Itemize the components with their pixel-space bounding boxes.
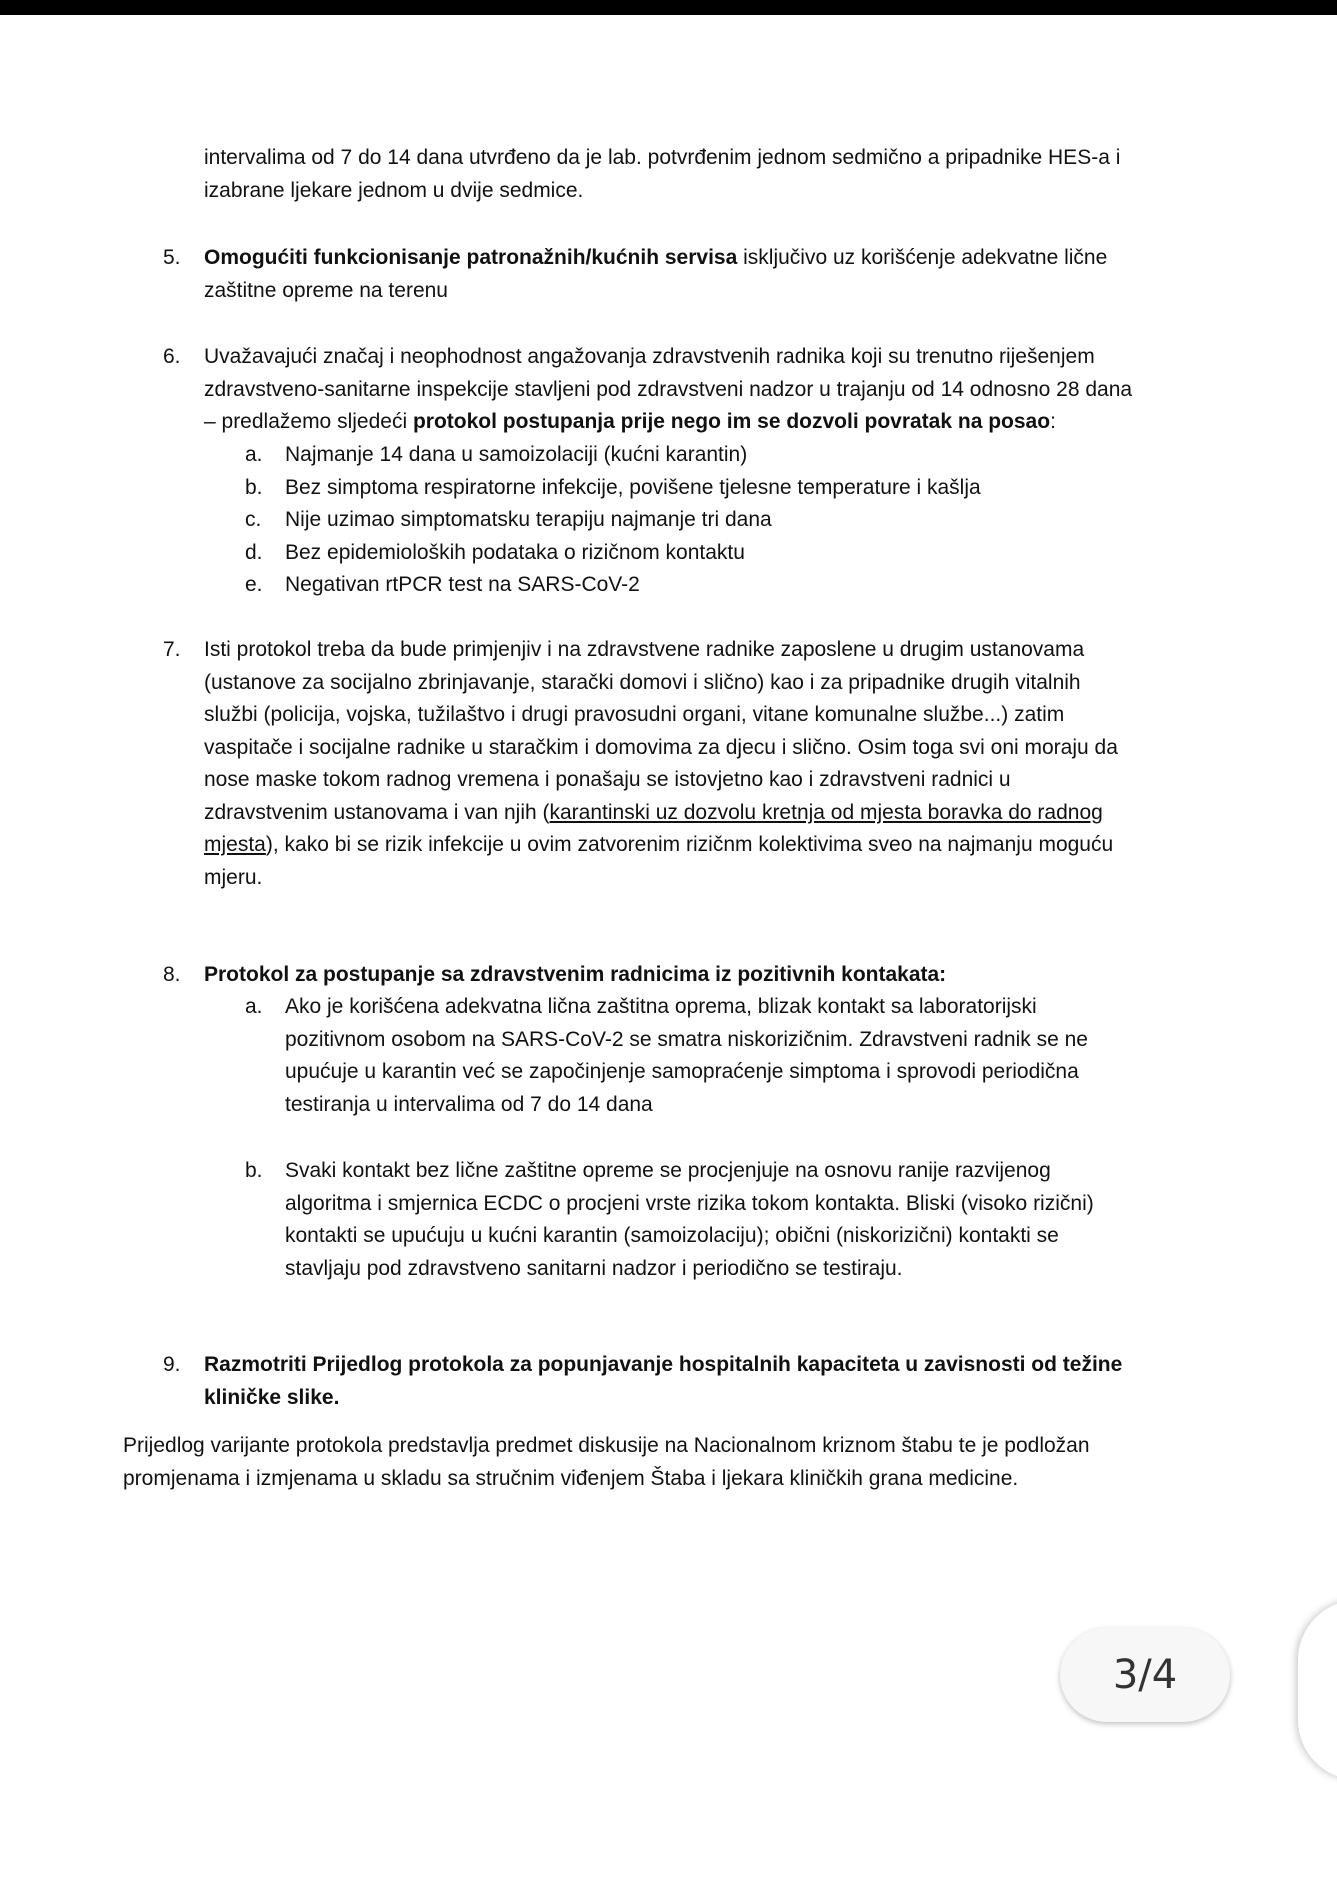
subitem-text: Najmanje 14 dana u samoizolaciji (kućni karantin) [285, 443, 748, 466]
subitem [0, 439, 1337, 472]
intro-line: izabrane ljekare jednom u dvije sedmice. [204, 178, 584, 202]
closing-line: promjenama i izmjenama u skladu sa stručnim viđenjem Štaba i ljekara kliničkih grana medicine. [123, 1466, 1019, 1490]
subitem-line: testiranja u intervalima od 7 do 14 dana [285, 1092, 653, 1116]
subitem-line: algoritma i smjernica ECDC o procjeni vrste rizika tokom kontakta. Bliski (visoko rizični) [285, 1191, 1094, 1215]
item5-bold-text: Omogućiti funkcionisanje patronažnih/kućnih servisa [204, 246, 738, 269]
item8-title: Protokol za postupanje sa zdravstvenim radnicima iz pozitivnih kontakata: [204, 963, 947, 986]
subitem-text: Bez epidemioloških podataka o rizičnom kontaktu [285, 540, 745, 564]
item6-line2: zdravstveno-sanitarne inspekcije stavljeni pod zdravstveni nadzor u trajanju od 14 odnosno 28 dana [204, 377, 1133, 401]
item7-line: vaspitače i socijalne radnike u staračkim i domovima za djecu i slično. Osim toga svi oni moraju da [204, 735, 1118, 759]
subitem-text: Negativan rtPCR test na SARS-CoV-2 [285, 573, 640, 596]
subitem-letter: c. [245, 508, 262, 531]
item7-line: službi (policija, vojska, tužilaštvo i drugi pravosudni organi, vitane komunalne službe...) zatim [204, 703, 1065, 726]
list-number: 5. [163, 246, 181, 269]
subitem-letter: b. [245, 1159, 263, 1182]
item7-line: nose maske tokom radnog vremena i ponašaju se istovjetno kao i zdravstveni radnici u [204, 768, 1011, 791]
document-page [0, 15, 1337, 1897]
subitem [0, 472, 1337, 505]
closing-line: Prijedlog varijante protokola predstavlja predmet diskusije na Nacionalnom kriznom štabu te je podložan [123, 1434, 1090, 1457]
list-number: 9. [163, 1353, 181, 1376]
item5-line2: zaštitne opreme na terenu [204, 278, 448, 302]
subitem-line: kontakti se upućuju u kućni karantin (samoizolaciju); obični (niskorizični) kontakti se [285, 1224, 1059, 1247]
subitem-letter: a. [245, 995, 263, 1018]
list-number: 8. [163, 963, 181, 986]
subitem [0, 537, 1337, 570]
subitem-letter: e. [245, 573, 263, 596]
item9-line1: Razmotriti Prijedlog protokola za popunjavanje hospitalnih kapaciteta u zavisnosti od težine [204, 1353, 1123, 1376]
page-indicator-text: 3/4 [1112, 1652, 1178, 1698]
subitem-letter: d. [245, 540, 263, 564]
subitem-line: upućuje u karantin već se započinjenje samopraćenje simptoma i sprovodi periodična [285, 1060, 1079, 1083]
subitem-letter: b. [245, 475, 263, 499]
item7-line8: mjeru. [204, 865, 263, 889]
item7-line: Isti protokol treba da bude primjenjiv i na zdravstvene radnike zaposlene u drugim ustanovama [204, 638, 1085, 661]
list-number: 7. [163, 638, 181, 661]
list-number: 6. [163, 345, 181, 368]
subitem [0, 569, 1337, 602]
item6-line1: Uvažavajući značaj i neophodnost angažovanja zdravstvenih radnika koji su trenutno riješenjem [204, 345, 1095, 368]
subitem-text: Bez simptoma respiratorne infekcije, povišene tjelesne temperature i kašlja [285, 475, 981, 499]
item7-underlined-text: karantinski uz dozvolu kretnja od mjesta boravka do radnog [549, 800, 1103, 824]
intro-line: intervalima od 7 do 14 dana utvrđeno da je lab. potvrđenim jednom sedmično a pripadnike HES-a i [204, 146, 1121, 169]
subitem-line: pozitivnom osobom na SARS-CoV-2 se smatra niskorizičnim. Zdravstveni radnik se ne [285, 1027, 1088, 1051]
item5-text: isključivo uz korišćenje adekvatne lične [737, 246, 1108, 269]
item7-line7-text: ), kako bi se rizik infekcije u ovim zatvorenim rizičnm kolektivima sveo na najmanju moguću [265, 833, 1114, 856]
item6-subitems [0, 439, 1337, 602]
subitem-line: Svaki kontakt bez lične zaštitne opreme se procjenjuje na osnovu ranije razvijenog [285, 1159, 1051, 1182]
item7-underlined-text: mjesta [204, 833, 266, 856]
item6-line3-bold: protokol postupanja prije nego im se dozvoli povratak na posao [412, 410, 1051, 433]
status-bar [0, 0, 1337, 15]
page-indicator [1060, 1628, 1230, 1722]
item6-line3-text: – predlažemo sljedeći [204, 410, 413, 433]
item7-line6-text: zdravstvenim ustanovama i van njih ( [204, 800, 550, 824]
subitem-letter: a. [245, 443, 263, 466]
subitem-text: Nije uzimao simptomatsku terapiju najmanje tri dana [285, 508, 772, 531]
subitem-line: stavljaju pod zdravstveno sanitarni nadzor i periodično se testiraju. [285, 1256, 903, 1280]
item7-line: (ustanove za socijalno zbrinjavanje, starački domovi i slično) kao i za pripadnike drugih vitalnih [204, 670, 1081, 694]
item9-line2: kliničke slike. [204, 1385, 340, 1409]
item6-line3-end: : [1050, 410, 1056, 433]
subitem-line: Ako je korišćena adekvatna lična zaštitna oprema, blizak kontakt sa laboratorijski [285, 995, 1037, 1018]
subitem [0, 504, 1337, 537]
